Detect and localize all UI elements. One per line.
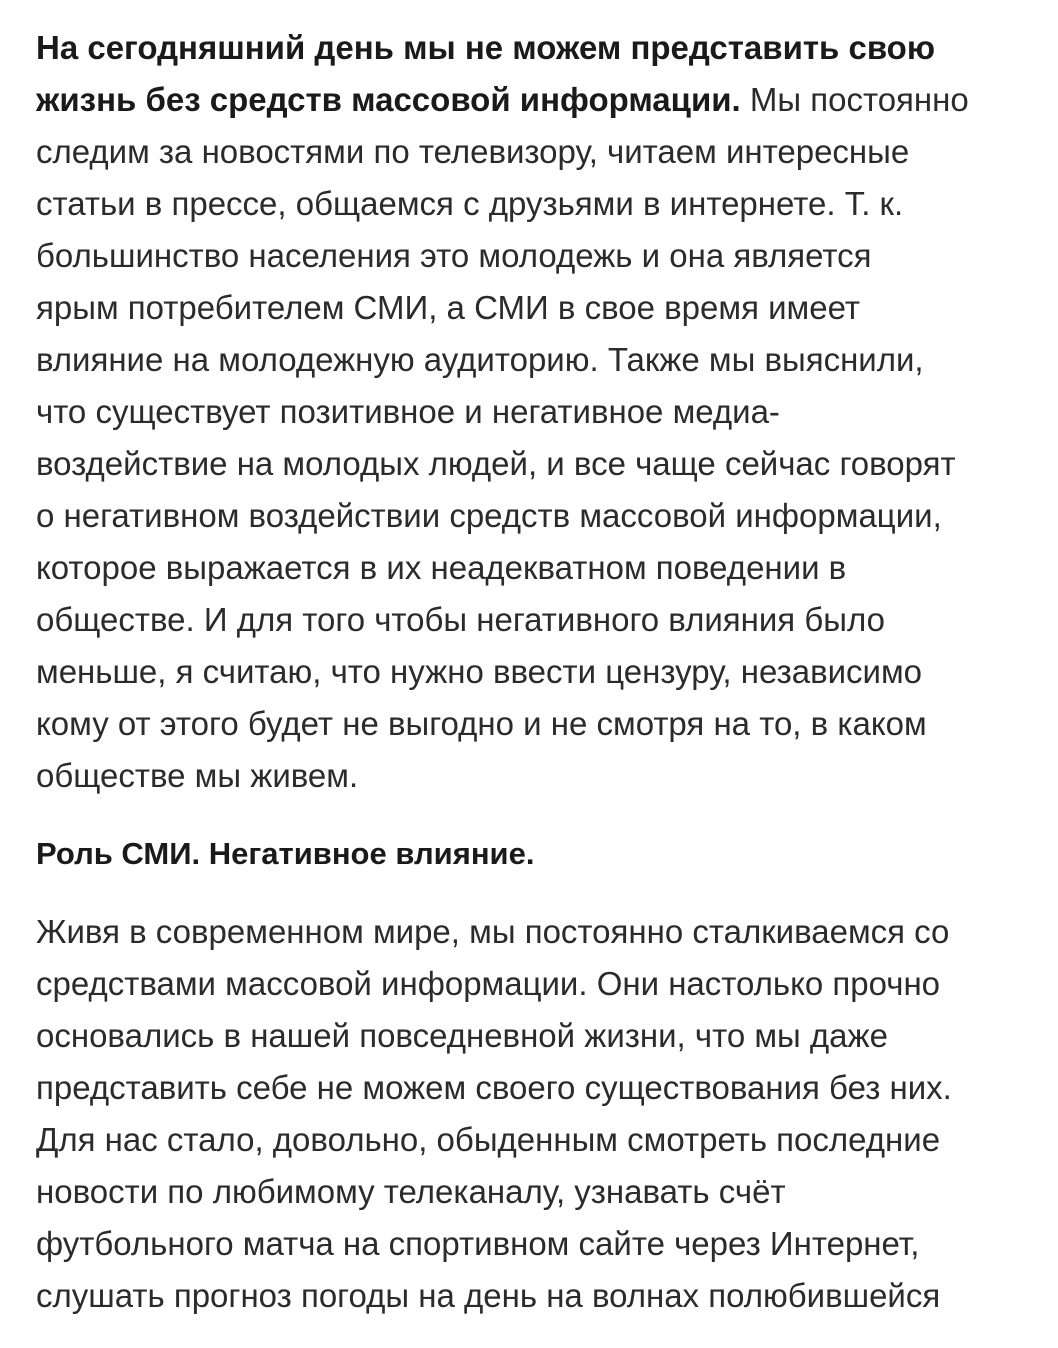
intro-lead-tail-text: Мы постоянно	[740, 81, 969, 118]
paragraph-line: статьи в прессе, общаемся с друзьями в интернете. Т. к.	[36, 185, 904, 222]
paragraph-line: что существует позитивное и негативное медиа-	[36, 393, 780, 430]
paragraph-line: воздействие на молодых людей, и все чаще сейчас говорят	[36, 445, 956, 482]
paragraph-line: о негативном воздействии средств массовой информации,	[36, 497, 942, 534]
section-heading: Роль СМИ. Негативное влияние.	[36, 836, 535, 871]
paragraph-line: меньше, я считаю, что нужно ввести цензуру, независимо	[36, 653, 923, 690]
paragraph-line: обществе. И для того чтобы негативного влияния было	[36, 601, 885, 638]
intro-lead-line: На сегодняшний день мы не можем представить свою	[36, 29, 936, 66]
paragraph-line: представить себе не можем своего существования без них.	[36, 1069, 952, 1106]
paragraph-line: следим за новостями по телевизору, читаем интересные	[36, 133, 910, 170]
paragraph-line: ярым потребителем СМИ, а СМИ в свое время имеет	[36, 289, 860, 326]
intro-paragraph	[36, 22, 1042, 802]
paragraph-line: новости по любимому телеканалу, узнавать счёт	[36, 1173, 786, 1210]
intro-lead-line	[36, 74, 1042, 126]
body-paragraph	[36, 906, 1042, 1322]
paragraph-line: слушать прогноз погоды на день на волнах полюбившейся	[36, 1277, 941, 1314]
paragraph-line: влияние на молодежную аудиторию. Также мы выяснили,	[36, 341, 924, 378]
article-body	[36, 22, 1042, 1348]
paragraph-line: футбольного матча на спортивном сайте через Интернет,	[36, 1225, 920, 1262]
paragraph-line: кому от этого будет не выгодно и не смотря на то, в каком	[36, 705, 927, 742]
intro-lead-bold-text: жизнь без средств массовой информации.	[36, 81, 741, 118]
paragraph-line: которое выражается в их неадекватном поведении в	[36, 549, 847, 586]
paragraph-line: обществе мы живем.	[36, 757, 359, 794]
paragraph-line: основались в нашей повседневной жизни, что мы даже	[36, 1017, 888, 1054]
paragraph-line: Для нас стало, довольно, обыденным смотреть последние	[36, 1121, 941, 1158]
paragraph-line: Живя в современном мире, мы постоянно сталкиваемся со	[36, 913, 950, 950]
paragraph-line: средствами массовой информации. Они настолько прочно	[36, 965, 941, 1002]
paragraph-line: большинство населения это молодежь и она является	[36, 237, 872, 274]
